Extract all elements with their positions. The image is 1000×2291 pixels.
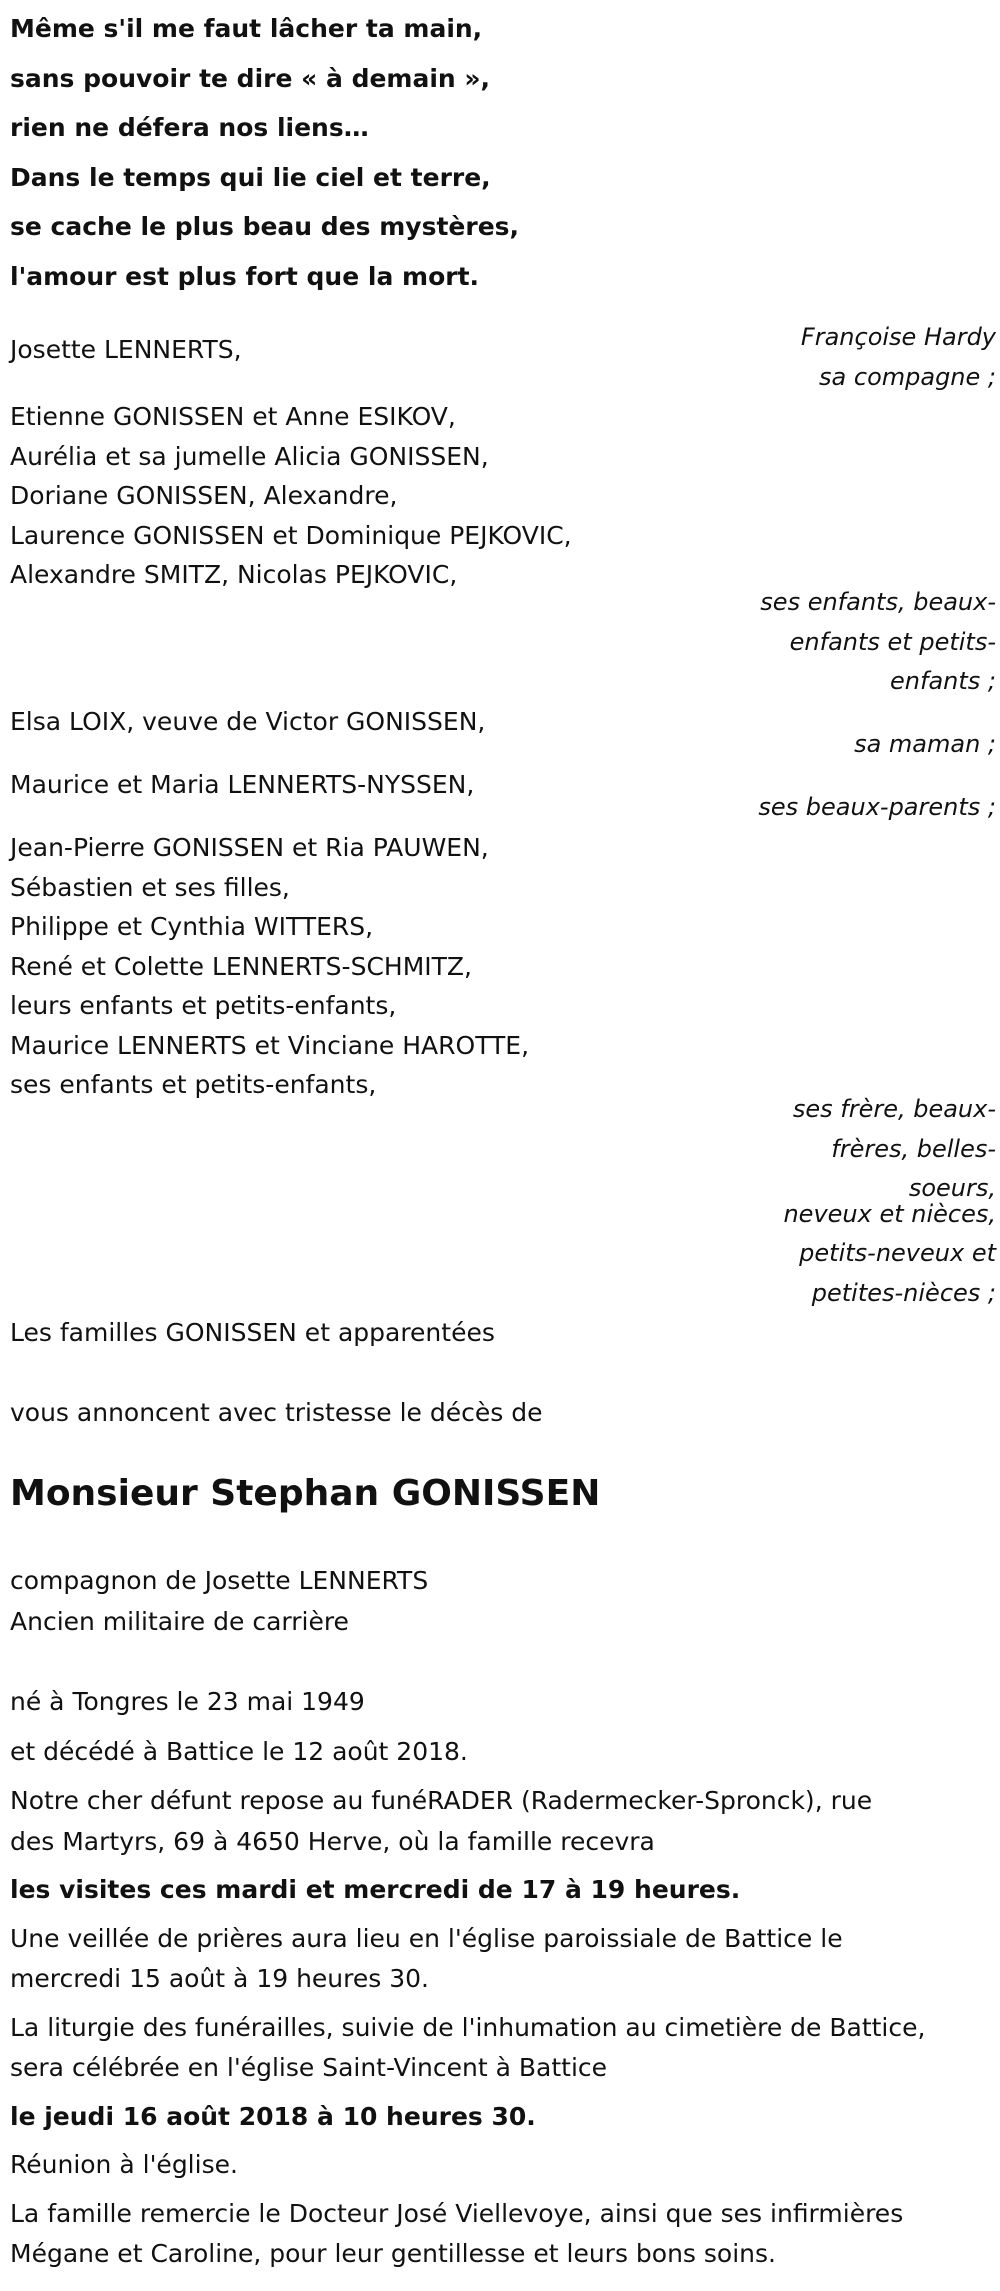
mother-role (706, 725, 996, 765)
body-line: La liturgie des funérailles, suivie de l'inhumation au cimetière de Battice, (10, 2012, 926, 2042)
family-name-line: Doriane GONISSEN, Alexandre, (10, 481, 398, 510)
companion-names (10, 330, 730, 370)
role-line: enfants et petits- (789, 627, 996, 656)
body-line: Notre cher défunt repose au funéRADER (Radermecker-Spronck), rue (10, 1786, 873, 1815)
body-line: Mégane et Caroline, pour leur gentillesse et leurs bons soins. (10, 2239, 776, 2268)
family-name-line: Jean-Pierre GONISSEN et Ria PAUWEN, (10, 833, 489, 862)
poem-line: Dans le temps qui lie ciel et terre, (10, 162, 491, 192)
birth-line: né à Tongres le 23 mai 1949 (10, 1687, 365, 1716)
family-name-line: Maurice LENNERTS et Vinciane HAROTTE, (10, 1030, 530, 1060)
family-name-line: Maurice et Maria LENNERTS-NYSSEN, (10, 770, 475, 799)
family-name-line: Alexandre SMITZ, Nicolas PEJKOVIC, (10, 560, 458, 589)
siblings-names (10, 828, 730, 1105)
family-name-line: leurs enfants et petits-enfants, (10, 991, 397, 1020)
poem-line: se cache le plus beau des mystères, (10, 212, 520, 241)
siblings-role (706, 1090, 996, 1313)
role-line: soeurs, (908, 1174, 996, 1202)
role-line: ses enfants, beaux- (760, 588, 996, 616)
family-name-line: Josette LENNERTS, (10, 335, 242, 364)
mother-names (10, 702, 730, 742)
role-line: ses beaux-parents ; (758, 793, 996, 821)
role-line: sa maman ; (854, 730, 996, 758)
role-line: neveux et nièces, (783, 1199, 996, 1228)
family-name-line: Elsa LOIX, veuve de Victor GONISSEN, (10, 707, 486, 736)
body-line: Une veillée de prières aura lieu en l'église paroissiale de Battice le (10, 1923, 843, 1953)
body-line-bold: le jeudi 16 août 2018 à 10 heures 30. (10, 2101, 536, 2131)
family-name-line: Etienne GONISSEN et Anne ESIKOV, (10, 402, 456, 431)
poem-line: rien ne défera nos liens… (10, 113, 369, 142)
body-line: mercredi 15 août à 19 heures 30. (10, 1964, 429, 1993)
poem-author: Françoise Hardy (800, 323, 996, 351)
poem-line: l'amour est plus fort que la mort. (10, 261, 480, 291)
poem-line: sans pouvoir te dire « à demain », (10, 63, 491, 93)
announce-line: vous annoncent avec tristesse le décès de (10, 1398, 543, 1427)
children-names (10, 397, 730, 595)
in-laws-names (10, 765, 730, 805)
role-line: petits-neveux et (799, 1239, 996, 1267)
family-name-line: Sébastien et ses filles, (10, 872, 290, 902)
poem (10, 4, 710, 301)
deceased-details (10, 1561, 985, 1642)
deceased-name: Monsieur Stephan GONISSEN (10, 1473, 601, 1514)
detail-line: compagnon de Josette LENNERTS (10, 1566, 429, 1595)
body-line: La famille remercie le Docteur José Viellevoye, ainsi que ses infirmières (10, 2198, 904, 2228)
role-line: ses frère, beaux- (792, 1095, 996, 1123)
body-line: Réunion à l'église. (10, 2150, 238, 2179)
families-line: Les familles GONISSEN et apparentées (10, 1318, 495, 1347)
family-name-line: René et Colette LENNERTS-SCHMITZ, (10, 951, 472, 981)
children-role (706, 583, 996, 702)
detail-line: Ancien militaire de carrière (10, 1606, 349, 1636)
family-name-line: ses enfants et petits-enfants, (10, 1070, 377, 1099)
companion-role (706, 318, 996, 397)
body-line-bold: les visites ces mardi et mercredi de 17 à 19 heures. (10, 1875, 741, 1904)
body-line: des Martyrs, 69 à 4650 Herve, où la famille recevra (10, 1826, 655, 1856)
family-name-line: Aurélia et sa jumelle Alicia GONISSEN, (10, 441, 489, 471)
family-name-line: Philippe et Cynthia WITTERS, (10, 912, 374, 941)
poem-line: Même s'il me faut lâcher ta main, (10, 14, 483, 43)
family-name-line: Laurence GONISSEN et Dominique PEJKOVIC, (10, 520, 572, 550)
death-line: et décédé à Battice le 12 août 2018. (10, 1737, 468, 1766)
role-line: frères, belles- (831, 1134, 996, 1163)
in-laws-role (706, 788, 996, 828)
role-line: petites-nièces ; (811, 1278, 996, 1307)
role-line: enfants ; (890, 667, 996, 695)
role-line: sa compagne ; (819, 362, 996, 391)
body-line: sera célébrée en l'église Saint-Vincent à Battice (10, 2053, 608, 2082)
funeral-details (10, 1781, 985, 2275)
